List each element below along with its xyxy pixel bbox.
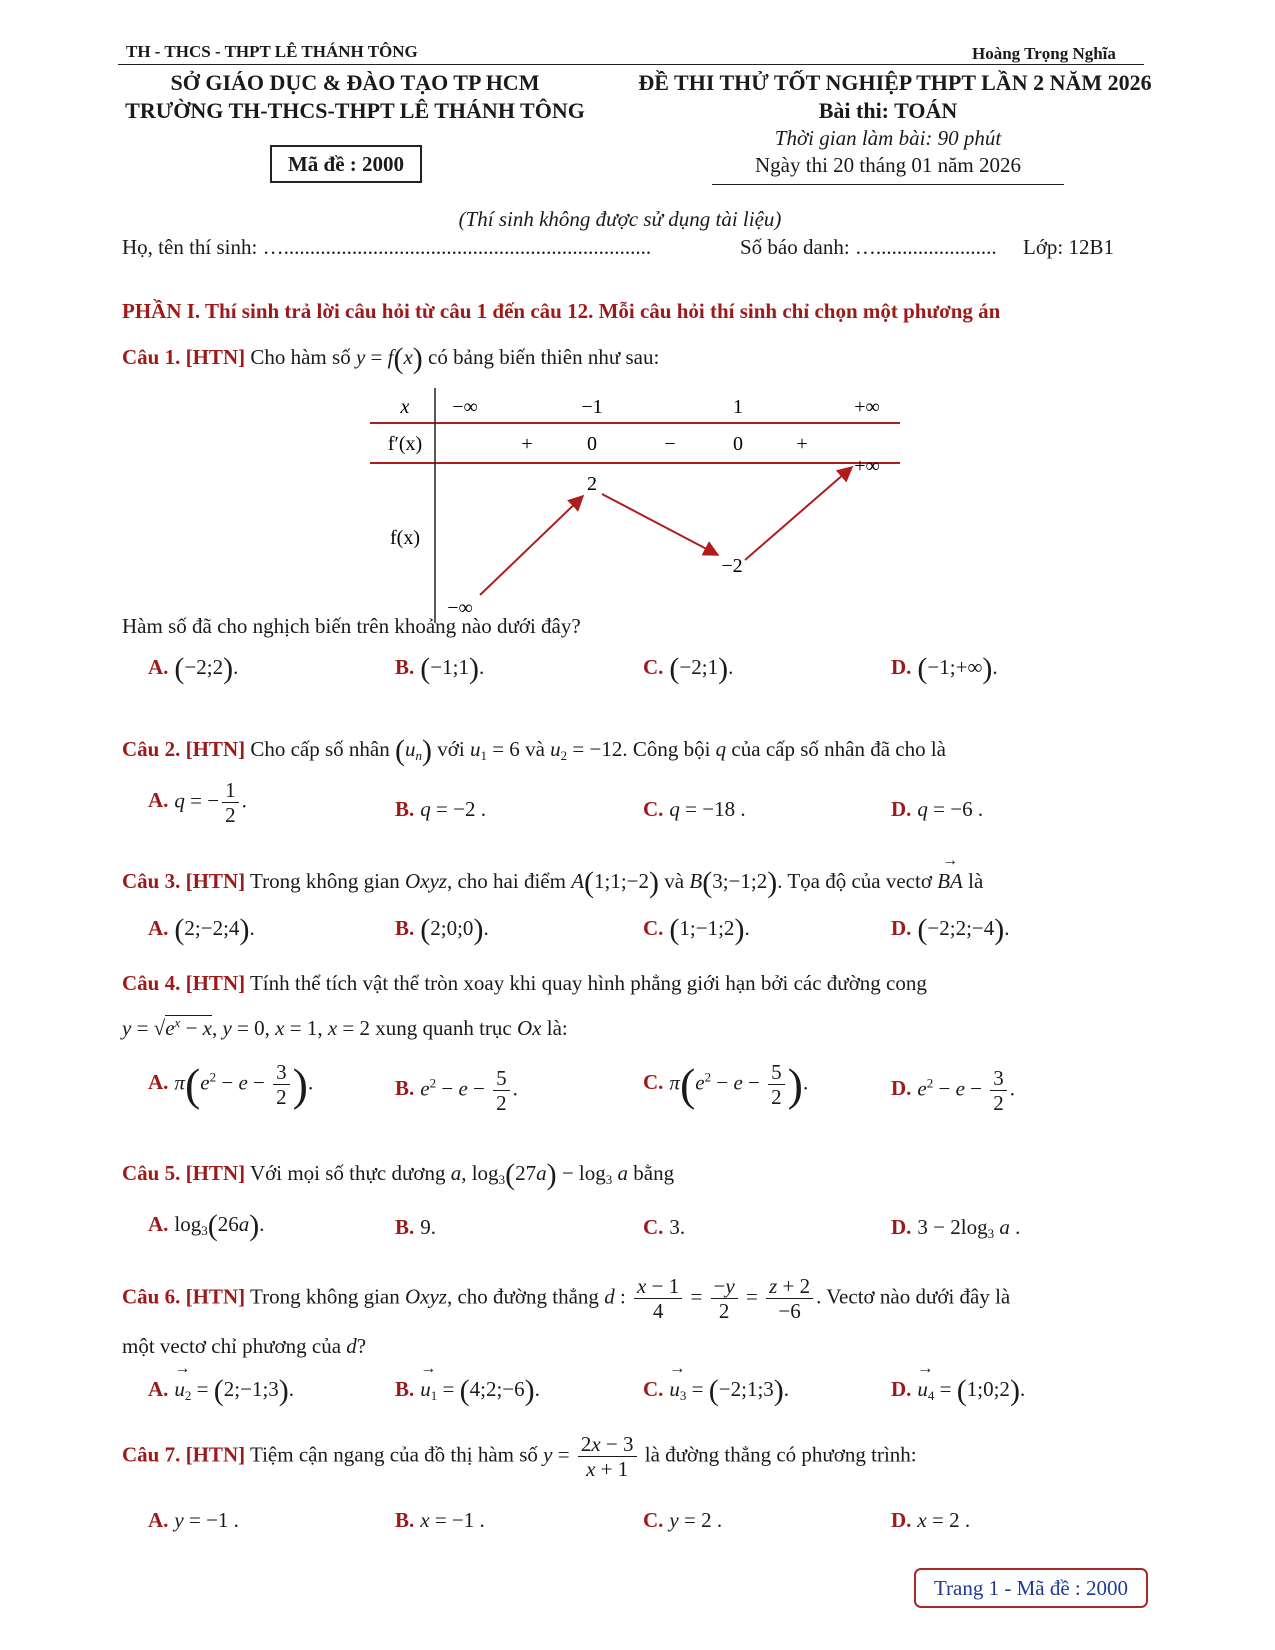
f-row-label: f(x) [390,527,420,549]
question-tag: [HTN] [185,868,246,893]
q7-option-a[interactable]: A. y = −1 . [148,1508,239,1532]
option-label: A. [148,1508,169,1532]
f-value: −∞ [447,597,473,619]
candidate-id-field: Số báo danh: …....................... [740,235,997,259]
f-value: 2 [587,473,597,495]
option-label: A. [148,788,169,813]
x-value: −1 [581,396,603,418]
q6-option-a[interactable]: $A.\to u_2$ = (2;−1;3). [148,1374,294,1408]
option-label: A. [148,1211,169,1236]
question-1: Câu 1. [HTN] Cho hàm số y = f(x) có bảng biến thiên như sau: [122,342,660,375]
option-label: C. [643,654,664,679]
exam-date: Ngày thi 20 tháng 01 năm 2026 [755,153,1021,177]
question-text: và [525,736,545,761]
question-text: một vectơ chỉ phương của [122,1334,342,1358]
question-text: và [664,868,685,893]
question-6-line-2: một vectơ chỉ phương của d? [122,1334,367,1358]
question-text: của cấp số nhân đã cho là [731,736,946,761]
derivative-sign: 0 [733,433,743,455]
class-field: Lớp: 12B1 [1023,235,1115,259]
question-4 [122,971,927,996]
department-name: SỞ GIÁO DỤC & ĐÀO TẠO TP HCM [170,70,540,95]
q3-option-b[interactable]: B. (2;0;0). [395,913,489,946]
increase-arrow [745,467,852,560]
question-text: là [968,868,984,893]
option-label: A. [148,1376,169,1401]
question-text: Trong không gian [249,1284,400,1309]
date-underline [712,184,1064,185]
q2-option-d[interactable]: D. q = −6 . [891,797,984,821]
q1-option-c[interactable]: C. (−2;1). [643,652,734,685]
question-7: Câu 7. [HTN] Tiệm cận ngang của đồ thị hàm số y = $\frac{2x - 3}{x + 1}$ là đường thẳng có phương trình: [122,1432,917,1482]
option-label: B. [395,654,415,679]
question-3: Câu 3. [HTN] Trong không gian Oxyz, cho hai điểm A(1;1;−2) và B(3;−1;2). Tọa độ của vectơ → BA là [122,866,983,900]
q5-option-b[interactable]: B. 9. [395,1215,437,1239]
derivative-sign: + [521,433,533,455]
f-value: −2 [721,555,743,577]
part-one-heading: PHẦN I. Thí sinh trả lời câu hỏi từ câu 1 đến câu 12. Mỗi câu hỏi thí sinh chỉ chọn một phương án [122,299,1001,323]
q3-option-c[interactable]: C. (1;−1;2). [643,913,750,946]
q6-option-c[interactable]: $C.\to u_3$ = (−2;1;3). [643,1374,789,1408]
question-text: . Tọa độ của vectơ [777,868,932,893]
option-label: A. [148,915,169,940]
f-value: +∞ [854,455,880,477]
author-name: Hoàng Trọng Nghĩa [972,44,1116,63]
derivative-sign: − [664,433,676,455]
option-label: A. [148,1070,169,1095]
option-label: D. [891,915,912,940]
option-label: B. [395,915,415,940]
question-text: Tiệm cận ngang của đồ thị hàm số [249,1442,538,1467]
q6-option-d[interactable]: $D.\to u_4$ = (1;0;2). [891,1374,1025,1408]
q7-option-d[interactable]: D. x = 2 . [891,1508,971,1532]
q7-option-b[interactable]: B. x = −1 . [395,1508,485,1532]
q7-option-c[interactable]: C. y = 2 . [643,1508,723,1532]
question-text: Trong không gian [249,868,400,893]
header-rule [118,64,1144,65]
question-6: Câu 6. [HTN] Trong không gian Oxyz, cho đường thẳng d : $\frac{x - 1}{4}$ = $\frac{-y}{2}$ = $\frac{z + 2}{-6}$ . Vectơ nào dưới đây là [122,1274,1011,1324]
question-label: Câu 1. [122,344,181,369]
option-label: B. [395,1215,415,1239]
question-tag: [HTN] [185,1160,246,1185]
question-tag: [HTN] [185,736,246,761]
q1-option-a[interactable]: A. (−2;2). [148,652,239,685]
x-value: 1 [733,396,743,418]
question-text: , cho đường thẳng [446,1284,599,1309]
option-label: C. [643,1376,664,1401]
decrease-arrow [602,494,718,555]
x-value: +∞ [854,396,880,418]
derivative-sign: 0 [587,433,597,455]
question-2: Câu 2. [HTN] Cho cấp số nhân $(u_n)$ với $u_1 = 6$ và $u_2 = -12$. Công bội q của cấp số nhân đã cho là [122,734,946,767]
question-tag: [HTN] [185,971,246,995]
question-4-line-2: $y = √e^x - x$, y = 0, x = 1, x = 2 xung quanh trục Ox là: [122,1015,568,1040]
q1-option-d[interactable]: D. (−1;+∞). [891,652,998,685]
question-tag: [HTN] [185,1442,246,1467]
option-label: C. [643,797,664,821]
exam-subject: Bài thi: TOÁN [818,98,958,123]
question-label: Câu 5. [122,1160,181,1185]
option-label: D. [891,654,912,679]
q5-option-a[interactable]: A. $\log_3(26a)$. [148,1209,265,1242]
option-label: B. [395,797,415,821]
question-text: Cho hàm số [250,344,351,369]
q4-option-a[interactable]: A. $\pi(e^2 - e$ − $\frac{3}{2}$ ). [148,1059,314,1110]
q5-option-c[interactable]: C. 3. [643,1215,686,1239]
option-label: C. [643,915,664,940]
q5-option-d[interactable]: D. $3 - 2\log_3$ a . [891,1215,1021,1241]
question-text: . Công bội [622,736,711,761]
q2-option-b[interactable]: B. q = −2 . [395,797,486,821]
question-text: là đường thẳng có phương trình: [644,1442,917,1467]
q3-option-a[interactable]: A. (2;−2;4). [148,913,255,946]
question-label: Câu 6. [122,1284,181,1309]
question-tag: [HTN] [185,344,246,369]
question-1-prompt: Hàm số đã cho nghịch biến trên khoảng nào dưới đây? [122,614,581,638]
question-text: có bảng biến thiên như sau: [428,344,660,369]
q2-option-a[interactable]: A. q = − $\frac{1}{2}$ . [148,778,247,828]
no-materials-note: (Thí sinh không được sử dụng tài liệu) [458,207,782,231]
question-tag: [HTN] [185,1284,246,1309]
q4-option-c[interactable]: C. $\pi(e^2 - e$ − $\frac{5}{2}$ ). [643,1059,809,1110]
exam-title: ĐỀ THI THỬ TỐT NGHIỆP THPT LẦN 2 NĂM 2026 [638,70,1152,95]
option-label: C. [643,1070,664,1095]
question-text: , cho hai điểm [446,868,566,893]
candidate-name-field: Họ, tên thí sinh: …...................................................................... [122,235,652,259]
exam-duration: Thời gian làm bài: 90 phút [774,126,1002,150]
option-label: D. [891,1215,912,1239]
option-label: D. [891,1376,912,1401]
option-label: A. [148,654,169,679]
option-label: D. [891,1508,912,1532]
fprime-row-label: f′(x) [387,433,423,455]
question-label: Câu 3. [122,868,181,893]
option-label: C. [643,1508,664,1532]
question-text: bằng [633,1160,675,1185]
question-label: Câu 2. [122,736,181,761]
option-label: B. [395,1508,415,1532]
question-5: Câu 5. [HTN] Với mọi số thực dương a, $\log_3(27a) - \log_3 a$ bằng [122,1158,675,1191]
question-text: Tính thể tích vật thể tròn xoay khi quay hình phẳng giới hạn bởi các đường cong [249,971,927,995]
question-label: Câu 7. [122,1442,181,1467]
option-label: B. [395,1376,415,1401]
option-label: C. [643,1215,664,1239]
q1-option-b[interactable]: B. (−1;1). [395,652,485,685]
q6-option-b[interactable]: $B.\to u_1$ = (4;2;−6). [395,1374,540,1408]
q3-option-d[interactable]: D. (−2;2;−4). [891,913,1010,946]
exam-code-box: Mã đề : 2000 [270,145,422,183]
derivative-sign: + [796,433,808,455]
question-text: Cho cấp số nhân [250,736,390,761]
increase-arrow [480,496,583,595]
variation-table [370,388,900,623]
x-value: −∞ [452,396,478,418]
question-text: là: [546,1016,568,1040]
question-text: Với mọi số thực dương [249,1160,446,1185]
x-row-label: x [400,396,410,418]
school-name: TRƯỜNG TH-THCS-THPT LÊ THÁNH TÔNG [125,98,585,123]
option-label: B. [395,1076,415,1101]
question-label: Câu 4. [122,971,181,995]
question-text: với [437,736,465,761]
school-short: TH - THCS - THPT LÊ THÁNH TÔNG [126,42,418,61]
q2-option-c[interactable]: C. q = −18 . [643,797,746,821]
page-footer: Trang 1 - Mã đề : 2000 [914,1568,1148,1608]
q4-option-b[interactable]: B. $e^2 - e$ − $\frac{5}{2}$ . [395,1066,518,1116]
q4-option-d[interactable]: D. $e^2 - e$ − $\frac{3}{2}$ . [891,1066,1016,1116]
question-text: . Vectơ nào dưới đây là [816,1284,1011,1309]
option-label: D. [891,797,912,821]
option-label: D. [891,1076,912,1101]
question-text: xung quanh trục [375,1016,512,1040]
